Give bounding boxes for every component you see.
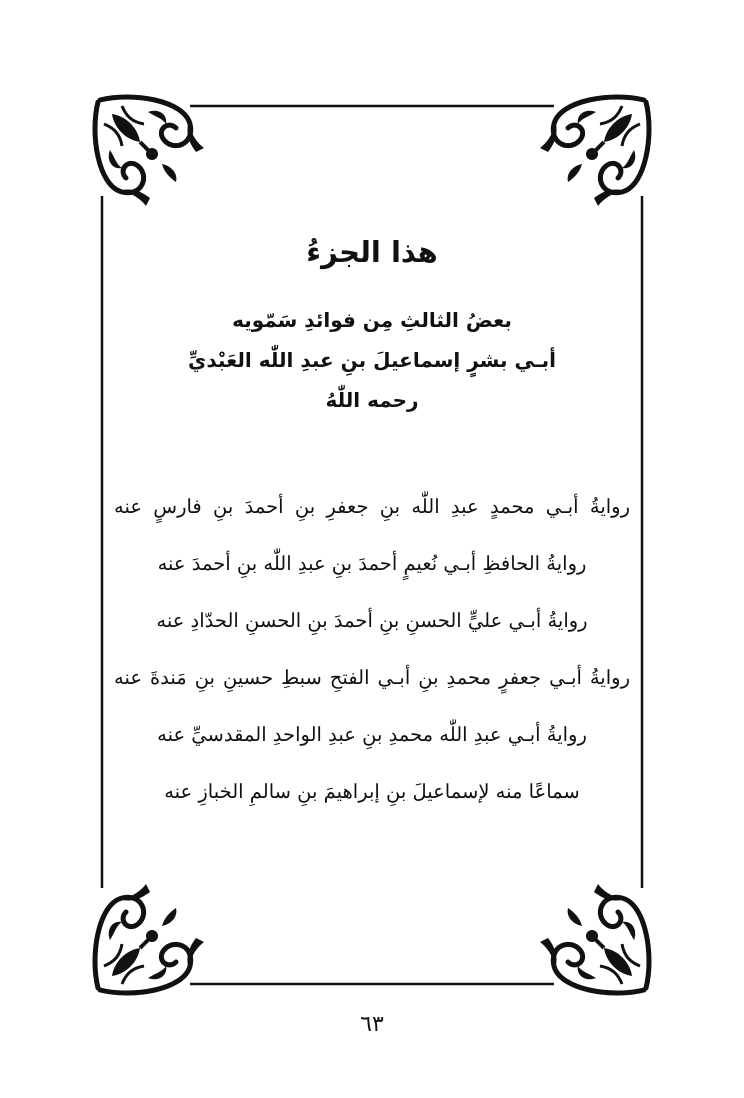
subtitle-line: بعضُ الثالثِ مِن فوائدِ سَمّويه xyxy=(232,307,512,332)
page-heading: هذا الجزءُ xyxy=(306,235,438,269)
subtitle-line: رحمه اللّٰهُ xyxy=(325,387,419,412)
subtitle-line: أبـي بشرٍ إسماعيلَ بنِ عبدِ اللّٰه العَبْديِّ xyxy=(188,347,556,372)
chain-line: روايةُ أبـي عليٍّ الحسنِ بنِ أحمدَ بنِ الحسنِ الحدّادِ عنه xyxy=(156,608,588,632)
arabesque-corner-icon xyxy=(95,884,204,993)
arabesque-corner-icon xyxy=(95,97,204,206)
chain-line: روايةُ الحافظِ أبـي نُعيمٍ أحمدَ بنِ عبدِ اللّٰه بنِ أحمدَ عنه xyxy=(157,551,587,575)
page-number: ٦٣ xyxy=(360,1012,384,1037)
chain-line: سماعًا منه لإسماعيلَ بنِ إبراهيمَ بنِ سالمِ الخبازِ عنه xyxy=(164,779,580,803)
arabesque-corner-icon xyxy=(540,884,649,993)
arabesque-corner-icon xyxy=(540,97,649,206)
chain-line: روايةُ أبـي محمدٍ عبدِ اللّٰه بنِ جعفرِ بنِ أحمدَ بنِ فارسٍ عنه xyxy=(114,494,630,518)
subtitle-block xyxy=(110,300,634,420)
transmission-chain xyxy=(110,478,634,820)
chain-line: روايةُ أبـي جعفرٍ محمدِ بنِ أبـي الفتحِ سبطِ حسينِ بنِ مَندةَ عنه xyxy=(114,665,630,689)
chain-line: روايةُ أبـي عبدِ اللّٰه محمدِ بنِ عبدِ الواحدِ المقدسيِّ عنه xyxy=(157,722,587,746)
title-page-content xyxy=(110,225,634,820)
